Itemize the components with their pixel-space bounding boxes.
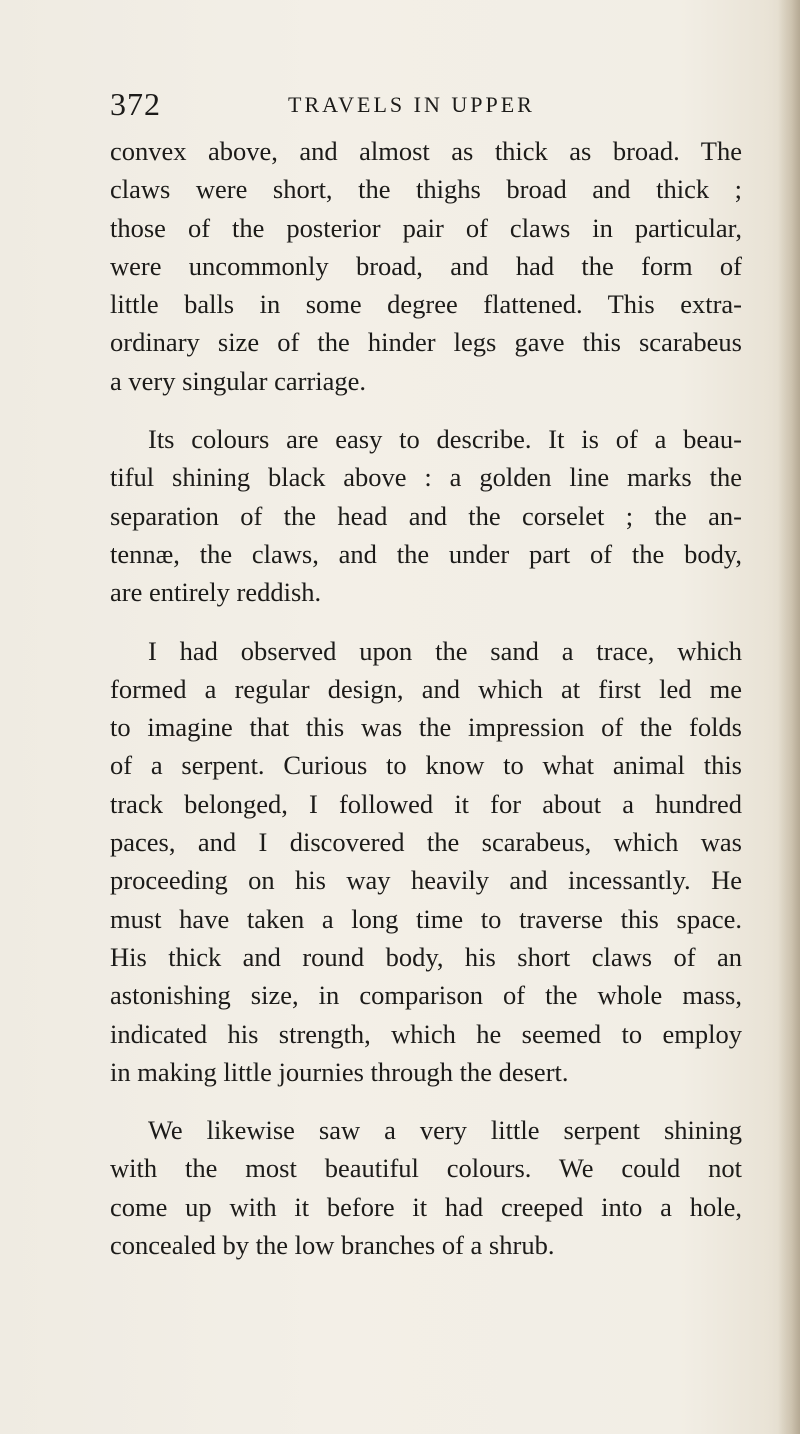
text-line: come up with it before it had creeped into a hole, (110, 1191, 742, 1222)
paragraph-4 (110, 1111, 742, 1264)
page-edge-shadow (778, 0, 800, 1434)
paragraph-gap (110, 612, 742, 632)
paragraph-1 (110, 132, 742, 400)
paragraph-3 (110, 632, 742, 1092)
text-line: of a serpent. Curious to know to what animal this (110, 750, 742, 781)
text-line: I had observed upon the sand a trace, which (148, 635, 742, 666)
text-line: concealed by the low branches of a shrub. (110, 1230, 555, 1261)
paragraph-gap (110, 400, 742, 420)
text-line: separation of the head and the corselet ; the an- (110, 500, 742, 531)
running-head (110, 86, 670, 130)
text-line: astonishing size, in comparison of the whole mass, (110, 980, 742, 1011)
body-text (110, 132, 742, 1264)
text-line: proceeding on his way heavily and incessantly. He (110, 865, 742, 896)
text-line: Its colours are easy to describe. It is of a beau- (148, 424, 742, 455)
text-line: claws were short, the thighs broad and thick ; (110, 174, 742, 205)
text-line: a very singular carriage. (110, 365, 367, 396)
text-line: in making little journies through the desert. (110, 1056, 569, 1087)
paragraph-2 (110, 420, 742, 611)
text-line: tiful shining black above : a golden line marks the (110, 462, 742, 493)
text-line: indicated his strength, which he seemed to employ (110, 1018, 742, 1049)
text-line: with the most beautiful colours. We could not (110, 1153, 742, 1184)
text-line: His thick and round body, his short claws of an (110, 941, 742, 972)
text-line: convex above, and almost as thick as broad. The (110, 136, 742, 166)
text-line: are entirely reddish. (110, 577, 322, 608)
running-title: TRAVELS IN UPPER (288, 92, 535, 117)
text-line: paces, and I discovered the scarabeus, which was (110, 827, 742, 858)
page-number: 372 (110, 86, 161, 122)
text-line: were uncommonly broad, and had the form of (110, 250, 742, 281)
paragraph-gap (110, 1091, 742, 1111)
text-line: to imagine that this was the impression of the folds (110, 712, 742, 743)
text-line: We likewise saw a very little serpent shining (148, 1115, 742, 1146)
text-line: those of the posterior pair of claws in particular, (110, 212, 742, 243)
text-line: little balls in some degree flattened. This extra- (110, 289, 742, 320)
text-line: formed a regular design, and which at first led me (110, 673, 742, 704)
text-line: tennæ, the claws, and the under part of the body, (110, 538, 742, 569)
text-line: ordinary size of the hinder legs gave this scarabeus (110, 327, 742, 358)
text-line: track belonged, I followed it for about a hundred (110, 788, 742, 819)
text-line: must have taken a long time to traverse this space. (110, 903, 742, 934)
